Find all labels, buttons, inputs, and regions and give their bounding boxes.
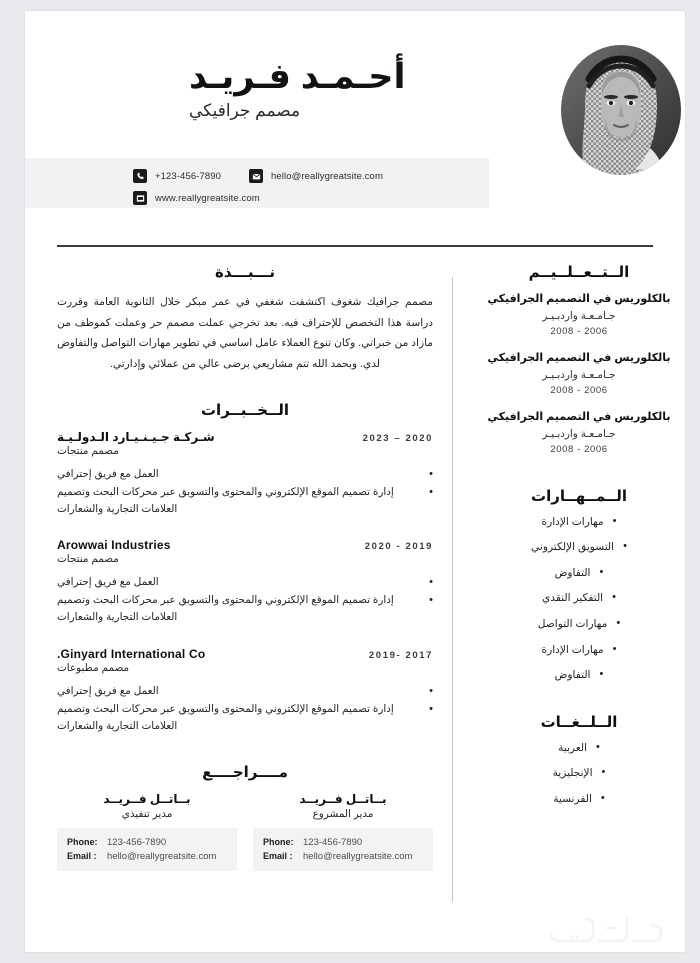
section-heading-education: الــتــعــلــيــم [528,264,630,281]
reference-phone-value: 123-456-7890 [303,837,363,849]
section-heading-languages: الــلــغــات [540,713,618,731]
side-column [473,263,685,818]
reference-role: مدير تنفيذي [121,809,173,821]
list-item [473,592,685,604]
experience-dates: 2020 - 2019 [364,541,433,553]
skill-label: مهارات الإدارة [541,643,604,656]
experience-bullets [57,466,433,518]
reference-email-value: hello@reallygreatsite.com [303,851,413,863]
education-item [473,351,685,396]
experience-dates: 2019- 2017 [368,649,433,661]
section-heading-references: مــــراجــــع [202,764,288,782]
section-heading-about: نـــبـــذة [214,264,276,281]
experience-company: Ginyard International Co. [57,646,206,661]
experience-bullet: • إدارة تصميم الموقع الإلكتروني والمحتوى والتسويق عبر محركات البحث وتصميم العلامات التجارية والشعارات [57,484,433,518]
education-school: جـامـعـة واردبـيـر [542,428,616,440]
skill-label: التسويق الإلكتروني [531,541,615,554]
reference-phone-value: 123-456-7890 [107,837,167,849]
contact-bar [25,158,489,208]
contact-phone[interactable] [133,169,221,183]
list-item [473,767,685,779]
list-item [473,567,685,579]
education-degree: بالكلوريس في التصميم الجرافيكي [487,410,671,423]
name-block [189,59,489,121]
bullet-icon: • [612,642,617,655]
bullet-icon: • [599,565,604,578]
email-icon [249,169,263,183]
experience-item [57,647,433,735]
skill-label: مهارات الإدارة [541,515,604,528]
watermark-logo [541,912,671,946]
references-list [57,792,433,871]
reference-role: مدير المشروع [312,809,374,821]
contact-row-2 [133,188,411,208]
reference-name: بــاتــل فــريــد [103,792,191,807]
list-item [473,742,685,754]
contact-row-1 [133,166,411,186]
experience-bullet: • العمل مع فريق إحترافي [57,574,433,591]
reference-phone-line [67,837,227,848]
list-item [473,793,685,805]
resume-page [25,11,685,952]
bullet-icon: • [600,791,605,804]
experience-company: Arowwai Industries [57,538,171,553]
resume-header [25,11,685,211]
bullet-icon: • [623,540,627,553]
skill-label: التفاوض [554,669,591,682]
reference-name: بــاتــل فــريــد [299,792,387,807]
contact-website-value: www.reallygreatsite.com [155,192,260,204]
job-title: مصمم جرافيكي [189,100,301,120]
language-label: العربية [558,741,588,754]
experience-bullet: • العمل مع فريق إحترافي [57,466,433,483]
avatar [561,45,681,175]
experience-bullet: • إدارة تصميم الموقع الإلكتروني والمحتوى والتسويق عبر محركات البحث وتصميم العلامات التجارية والشعارات [57,592,433,626]
experience-dates: 2023 – 2020 [362,432,433,444]
skill-label: التفكير النقدي [541,592,604,605]
reference-phone-label: Phone: [67,837,98,848]
languages-list [473,742,685,805]
education-degree: بالكلوريس في التصميم الجرافيكي [487,293,671,305]
education-school: جـامـعـة واردبـيـر [542,369,616,381]
reference-card [57,792,237,871]
contact-phone-value: +123-456-7890 [155,170,222,182]
page-title: أحـمـد فـريـد [189,57,406,96]
experience-role: مصمم منتجات [57,445,119,457]
list-item [473,541,685,553]
phone-icon [133,169,147,183]
experience-item [57,538,433,626]
experience-role: مصمم منتجات [57,554,119,566]
resume-body [25,263,685,952]
section-heading-experience: الــخــبــرات [200,401,289,419]
experience-header [57,538,433,565]
main-column [57,263,433,871]
experience-title-group [57,538,171,565]
list-item [473,618,685,630]
experience-header [57,647,433,674]
reference-email-line [67,851,227,862]
education-years: 2008 - 2006 [550,384,608,396]
language-label: الإنجليزية [552,767,593,780]
education-item [473,410,685,455]
contact-rows [133,166,411,210]
bullet-icon: • [601,766,606,779]
header-divider [57,245,653,247]
about-text: مصمم جرافيك شغوف اكتشفت شغفي في عمر مبكر خلال الثانوية العامة وقررت دراسة هذا التخصص للإحتراف فيه. بعد تخرجي عملت مصمم حر وعملت كموظف من مازاد من خبراتي. وكان تنوع العملاء عامل اساسي في تطوير مهارات التواصل والتفاوض لدي. وبحمد الله تتم مشاريعي برضى عالي من عملائي وإدارتي. [57,296,433,370]
reference-contact-box [253,828,433,871]
skill-label: التفاوض [554,566,591,579]
education-item [473,292,685,337]
experience-bullets [57,574,433,626]
reference-email-label: Email : [263,851,293,862]
website-icon [133,191,147,205]
list-item [473,516,685,528]
bullet-icon: • [599,668,604,681]
experience-title-group [57,647,205,674]
contact-website[interactable] [133,191,260,205]
bullet-icon: • [616,616,621,629]
skills-list [473,516,685,681]
contact-email[interactable] [249,169,383,183]
experience-bullets [57,683,433,735]
reference-email-label: Email : [67,851,97,862]
experience-item [57,430,433,518]
education-years: 2008 - 2006 [550,443,608,455]
bullet-icon: • [612,591,616,604]
bullet-icon: • [596,740,600,753]
education-school: جـامـعـة واردبـيـر [542,310,616,322]
experience-header [57,430,433,457]
education-years: 2008 - 2006 [550,325,608,337]
language-label: الفرنسية [553,792,592,805]
reference-phone-line [263,837,423,848]
reference-email-line [263,851,423,862]
reference-card [253,792,433,871]
experience-bullet: • العمل مع فريق إحترافي [57,683,433,700]
experience-title-group [57,430,215,457]
section-heading-skills: الــمــهــارات [531,487,627,505]
list-item [473,644,685,656]
experience-role: مصمم مطبوعات [57,662,130,674]
skill-label: مهارات التواصل [537,617,608,630]
list-item [473,669,685,681]
portrait-photo [561,45,681,175]
column-divider [452,277,453,902]
contact-email-value: hello@reallygreatsite.com [271,170,383,182]
reference-phone-label: Phone: [263,837,294,848]
reference-email-value: hello@reallygreatsite.com [107,851,217,863]
reference-contact-box [57,828,237,871]
education-degree: بالكلوريس في التصميم الجرافيكي [487,351,671,364]
experience-bullet: • إدارة تصميم الموقع الإلكتروني والمحتوى والتسويق عبر محركات البحث وتصميم العلامات التجارية والشعارات [57,701,433,735]
experience-company: شـركـة جـيـنـيـارد الـدولـيـة [57,429,215,444]
bullet-icon: • [612,514,617,527]
